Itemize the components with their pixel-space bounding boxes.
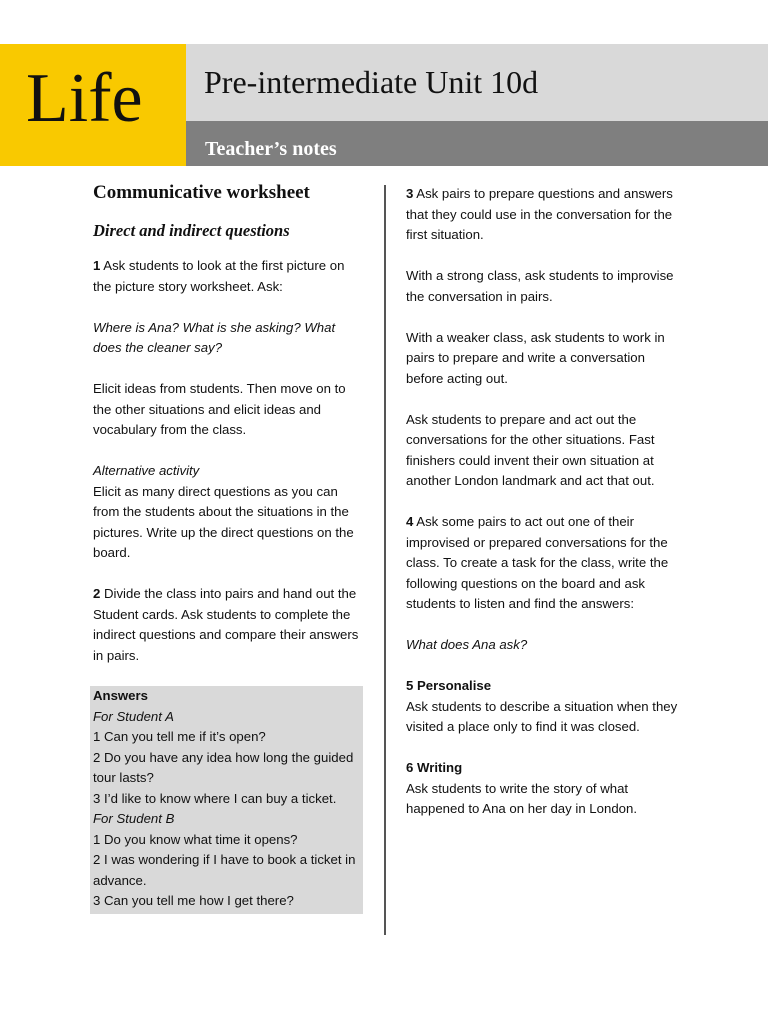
writing-heading: 6 Writing: [406, 760, 463, 775]
weaker-class-paragraph: With a weaker class, ask students to work in pairs to prepare and write a conversation before acting out.: [406, 329, 665, 386]
step-number: 1: [93, 258, 101, 273]
step-3-paragraph: [406, 184, 686, 246]
student-b-label: For Student B: [93, 811, 175, 826]
step-number: 3: [406, 186, 414, 201]
right-column: [406, 184, 686, 840]
step-4-question: What does Ana ask?: [406, 637, 528, 652]
step-text: Ask pairs to prepare questions and answers that they could use in the conversation for the first situation.: [406, 186, 673, 242]
life-logo: Life: [26, 60, 143, 137]
elicit-paragraph: Elicit ideas from students. Then move on to the other situations and elicit ideas and vocabulary from the class.: [93, 381, 346, 437]
step-number: 4: [406, 514, 414, 529]
alt-activity-label: Alternative activity: [93, 463, 200, 478]
column-divider: [384, 185, 386, 935]
step-1-paragraph: [93, 256, 365, 297]
answer-item: 3 I’d like to know where I can buy a ticket.: [93, 790, 337, 806]
student-a-label: For Student A: [93, 708, 174, 724]
worksheet-subheading: Direct and indirect questions: [93, 221, 290, 240]
other-situations-paragraph: Ask students to prepare and act out the conversations for the other situations. Fast finishers could invent their own situation at another London landmark and act that out.: [406, 411, 655, 488]
step-number: 2: [93, 586, 101, 601]
personalise-text: Ask students to describe a situation when they visited a place only to find it was closed.: [406, 698, 678, 734]
step-2-paragraph: [93, 584, 365, 666]
left-column: [93, 256, 365, 687]
answer-item: 3 Can you tell me how I get there?: [93, 893, 294, 908]
page-subtitle: Teacher’s notes: [205, 138, 337, 160]
page-title: Pre-intermediate Unit 10d: [204, 64, 539, 100]
step-text: Ask students to look at the first picture on the picture story worksheet. Ask:: [93, 258, 345, 294]
strong-class-paragraph: With a strong class, ask students to improvise the conversation in pairs.: [406, 268, 674, 304]
step-text: Divide the class into pairs and hand out the Student cards. Ask students to complete the indirect questions and compare their answers in pairs.: [93, 586, 359, 663]
worksheet-heading: Communicative worksheet: [93, 182, 310, 203]
answer-item: 1 Do you know what time it opens?: [93, 831, 298, 847]
answer-item: 2 I was wondering if I have to book a ticket in advance.: [93, 852, 356, 888]
title-band: [186, 44, 768, 121]
subtitle-band: [186, 121, 768, 166]
answers-box: [90, 686, 363, 914]
answer-item: 2 Do you have any idea how long the guided tour lasts?: [93, 749, 354, 785]
step-1-question: Where is Ana? What is she asking? What does the cleaner say?: [93, 319, 336, 355]
answers-heading: Answers: [93, 688, 148, 703]
step-4-paragraph: [406, 512, 686, 615]
answer-item: 1 Can you tell me if it’s open?: [93, 729, 266, 744]
alt-activity-text: Elicit as many direct questions as you can from the students about the situations in the pictures. Write up the direct questions on the board.: [93, 483, 354, 560]
step-text: Ask some pairs to act out one of their improvised or prepared conversations for the class. To create a task for the class, write the following questions on the board and ask students to listen and find the answers:: [406, 514, 669, 611]
writing-text: Ask students to write the story of what happened to Ana on her day in London.: [406, 780, 637, 816]
personalise-heading: 5 Personalise: [406, 678, 492, 693]
